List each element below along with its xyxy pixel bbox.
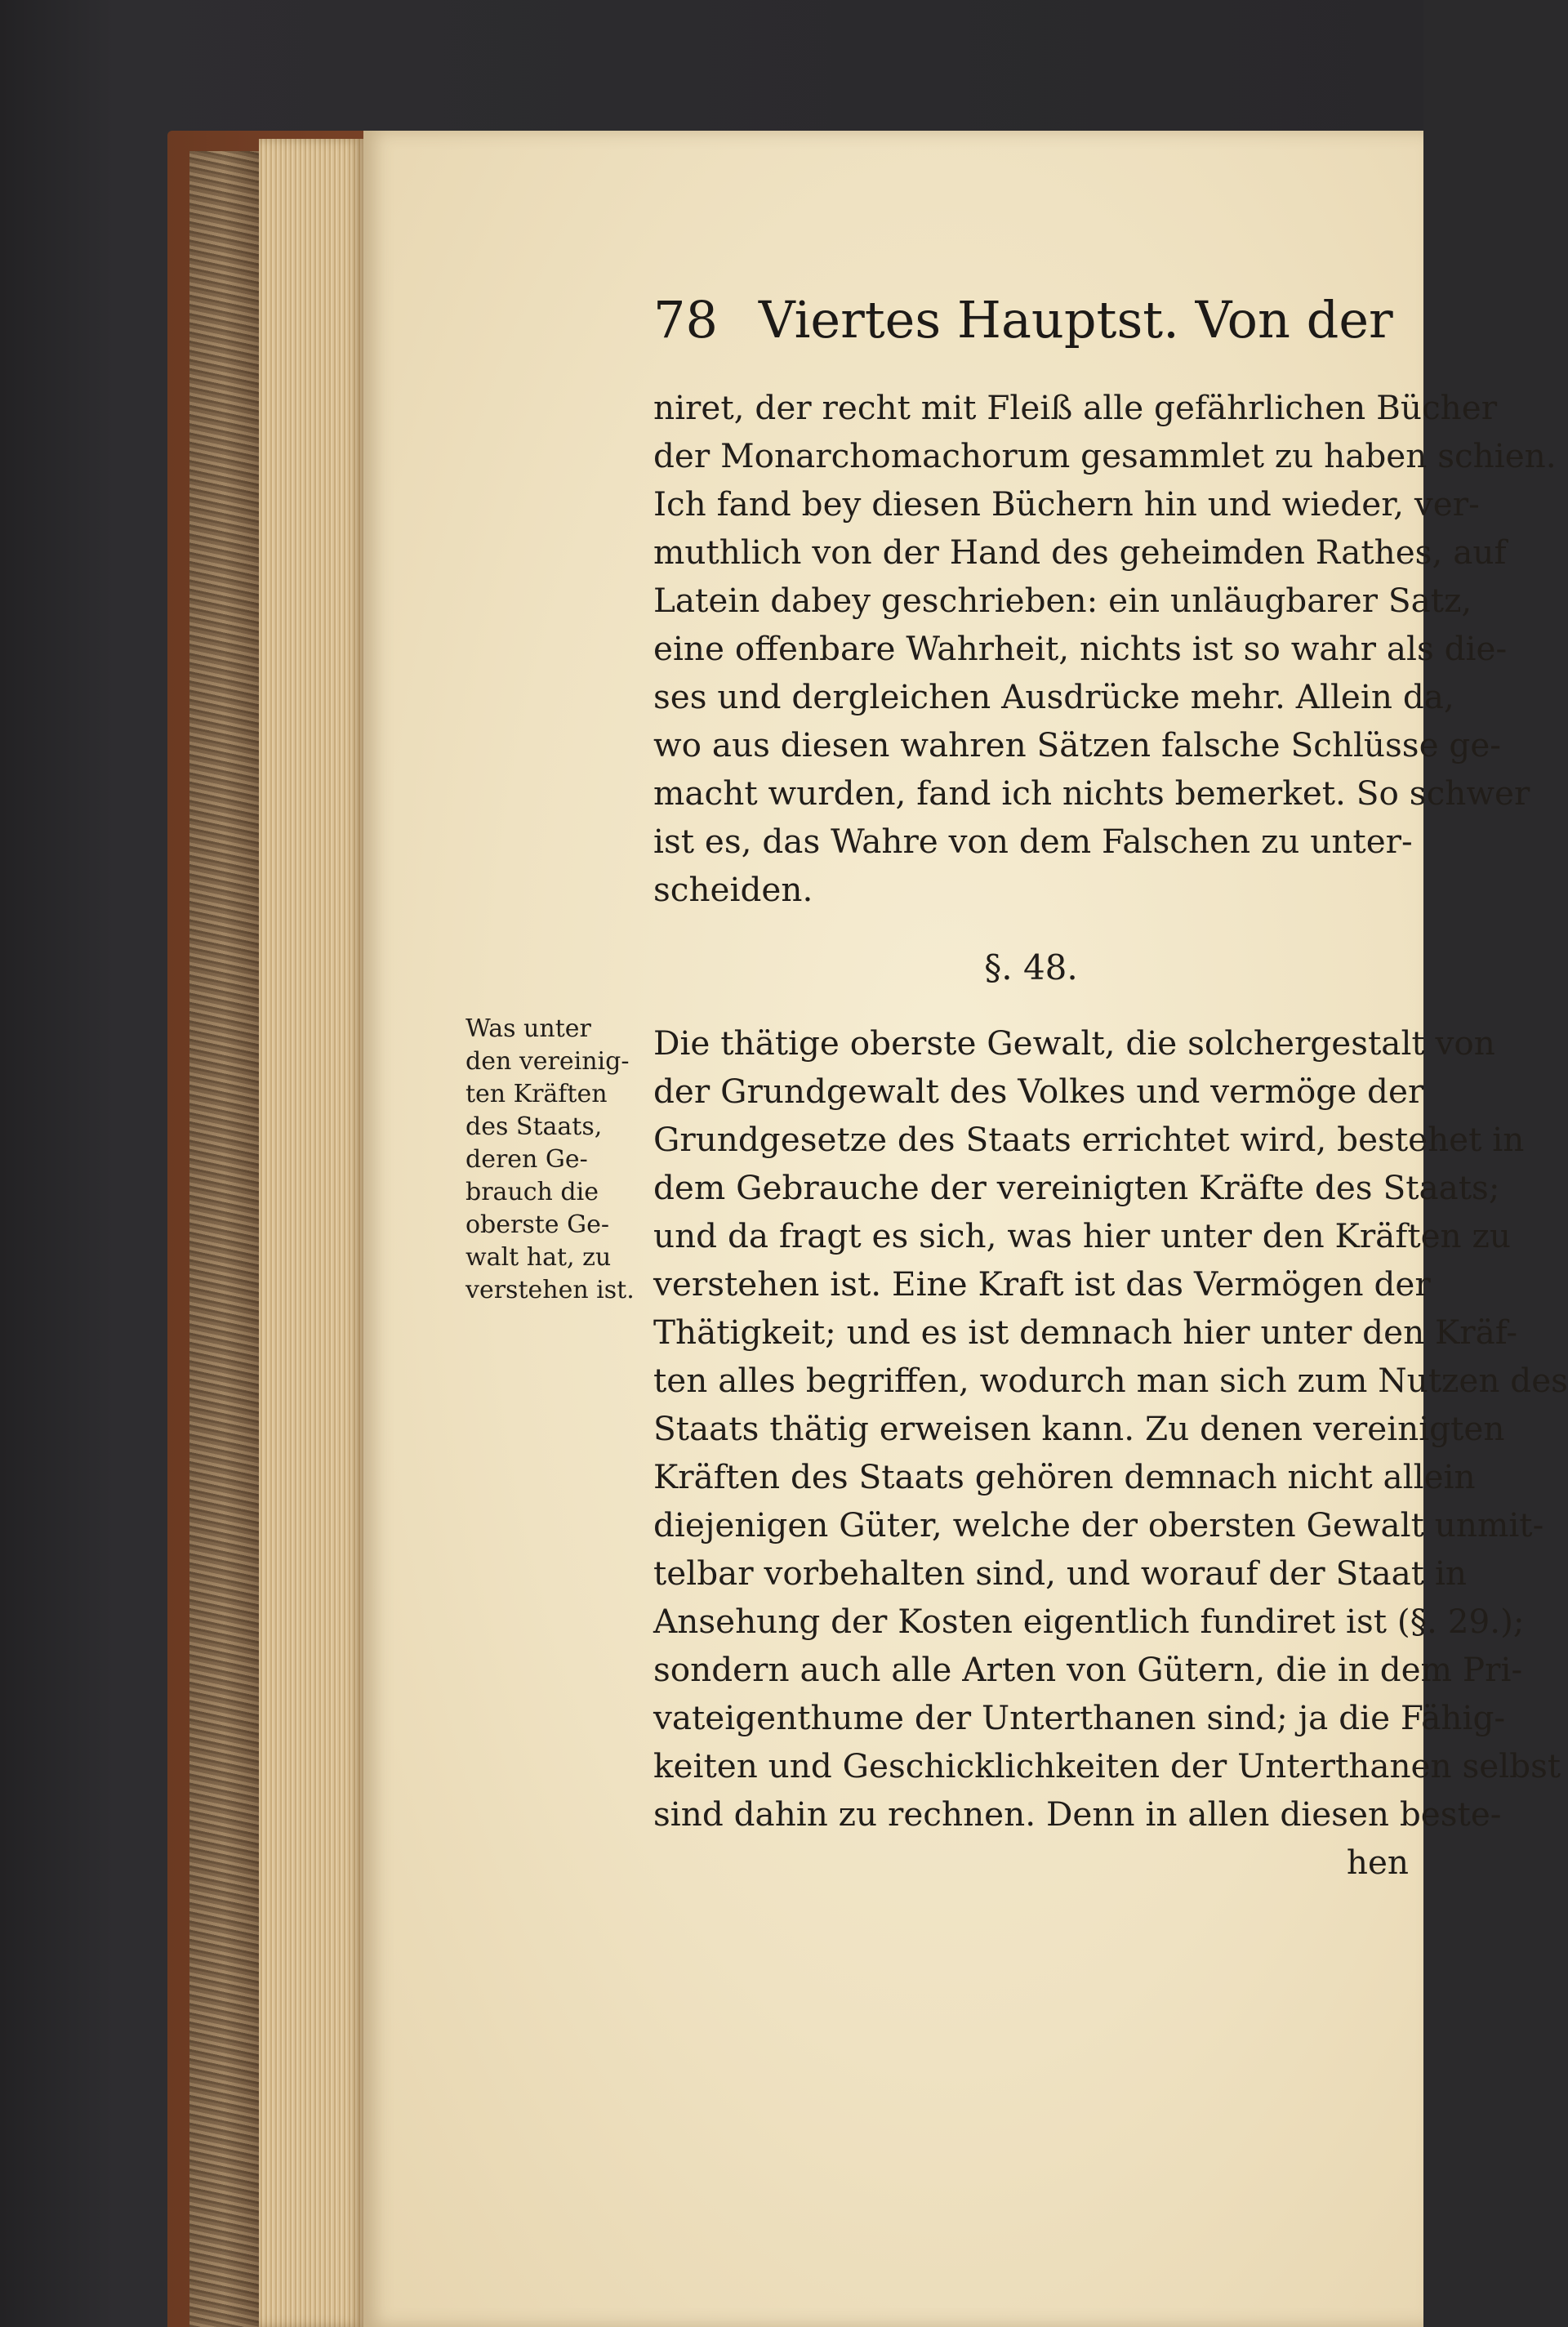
text-line: vateigenthume der Unterthanen sind; ja die Fähig- [653,1698,1506,1737]
marginal-note-line: walt hat, zu [466,1243,612,1272]
paragraph-1 [653,384,1557,914]
text-line: Staats thätig erweisen kann. Zu denen vereinigten [653,1409,1505,1448]
text-line: Ansehung der Kosten eigentlich fundiret ist (§. 29.); [653,1602,1525,1641]
text-line: Ich fand bey diesen Büchern hin und wieder, ver- [653,484,1480,524]
text-line: dem Gebrauche der vereinigten Kräfte des Staats; [653,1168,1500,1207]
text-line: Thätigkeit; und es ist demnach hier unter den Kräf- [653,1313,1518,1352]
text-line: ses und dergleichen Ausdrücke mehr. Allein da, [653,677,1454,716]
marginal-note-line: oberste Ge- [466,1210,609,1239]
marginal-note-line: verstehen ist. [466,1276,635,1304]
text-line: eine offenbare Wahrheit, nichts ist so wahr als die- [653,629,1508,668]
text-line: Grundgesetze des Staats errichtet wird, bestehet in [653,1120,1525,1159]
marginal-note-line: des Staats, [466,1112,603,1141]
paragraph-2 [653,1019,1568,1887]
page-edges [259,139,363,2327]
text-line: der Grundgewalt des Volkes und vermöge der [653,1072,1424,1111]
text-line: und da fragt es sich, was hier unter den Kräften zu [653,1216,1511,1255]
catchword: hen [1346,1843,1409,1882]
text-line: Die thätige oberste Gewalt, die solchergestalt von [653,1023,1495,1063]
text-line: verstehen ist. Eine Kraft ist das Vermögen der [653,1264,1431,1304]
text-line: der Monarchomachorum gesammlet zu haben schien. [653,436,1557,475]
text-line: sind dahin zu rechnen. Denn in allen diesen beste- [653,1794,1502,1834]
running-title: Viertes Hauptst. Von der [758,290,1393,350]
marginal-note [466,1013,641,1307]
text-line: sondern auch alle Arten von Gütern, die in dem Pri- [653,1650,1523,1689]
text-line: scheiden. [653,870,813,909]
text-line: muthlich von der Hand des geheimden Rathes, auf [653,533,1507,572]
marginal-note-line: Was unter [466,1014,591,1043]
running-header [653,290,1393,350]
text-line: wo aus diesen wahren Sätzen falsche Schlüsse ge- [653,725,1501,765]
text-line: niret, der recht mit Fleiß alle gefährlichen Bücher [653,388,1498,427]
marginal-note-line: deren Ge- [466,1145,588,1174]
text-line: Latein dabey geschrieben: ein unläugbarer Satz, [653,581,1472,620]
marginal-note-line: den vereinig- [466,1047,630,1076]
text-line: diejenigen Güter, welche der obersten Gewalt unmit- [653,1505,1544,1545]
text-line: macht wurden, fand ich nichts bemerket. So schwer [653,773,1530,813]
page-number: 78 [653,290,718,350]
marbled-spine [189,151,259,2327]
text-line: Kräften des Staats gehören demnach nicht allein [653,1457,1476,1496]
marginal-note-line: ten Kräften [466,1080,608,1108]
text-line: ist es, das Wahre von dem Falschen zu unter- [653,822,1413,861]
text-line: keiten und Geschicklichkeiten der Unterthanen selbst [653,1746,1561,1785]
text-line: telbar vorbehalten sind, und worauf der Staat in [653,1554,1467,1593]
body-text [653,384,1568,1887]
marginal-note-line: brauch die [466,1178,599,1206]
section-heading: §. 48. [984,947,1078,987]
text-line: ten alles begriffen, wodurch man sich zum Nutzen des [653,1361,1568,1400]
